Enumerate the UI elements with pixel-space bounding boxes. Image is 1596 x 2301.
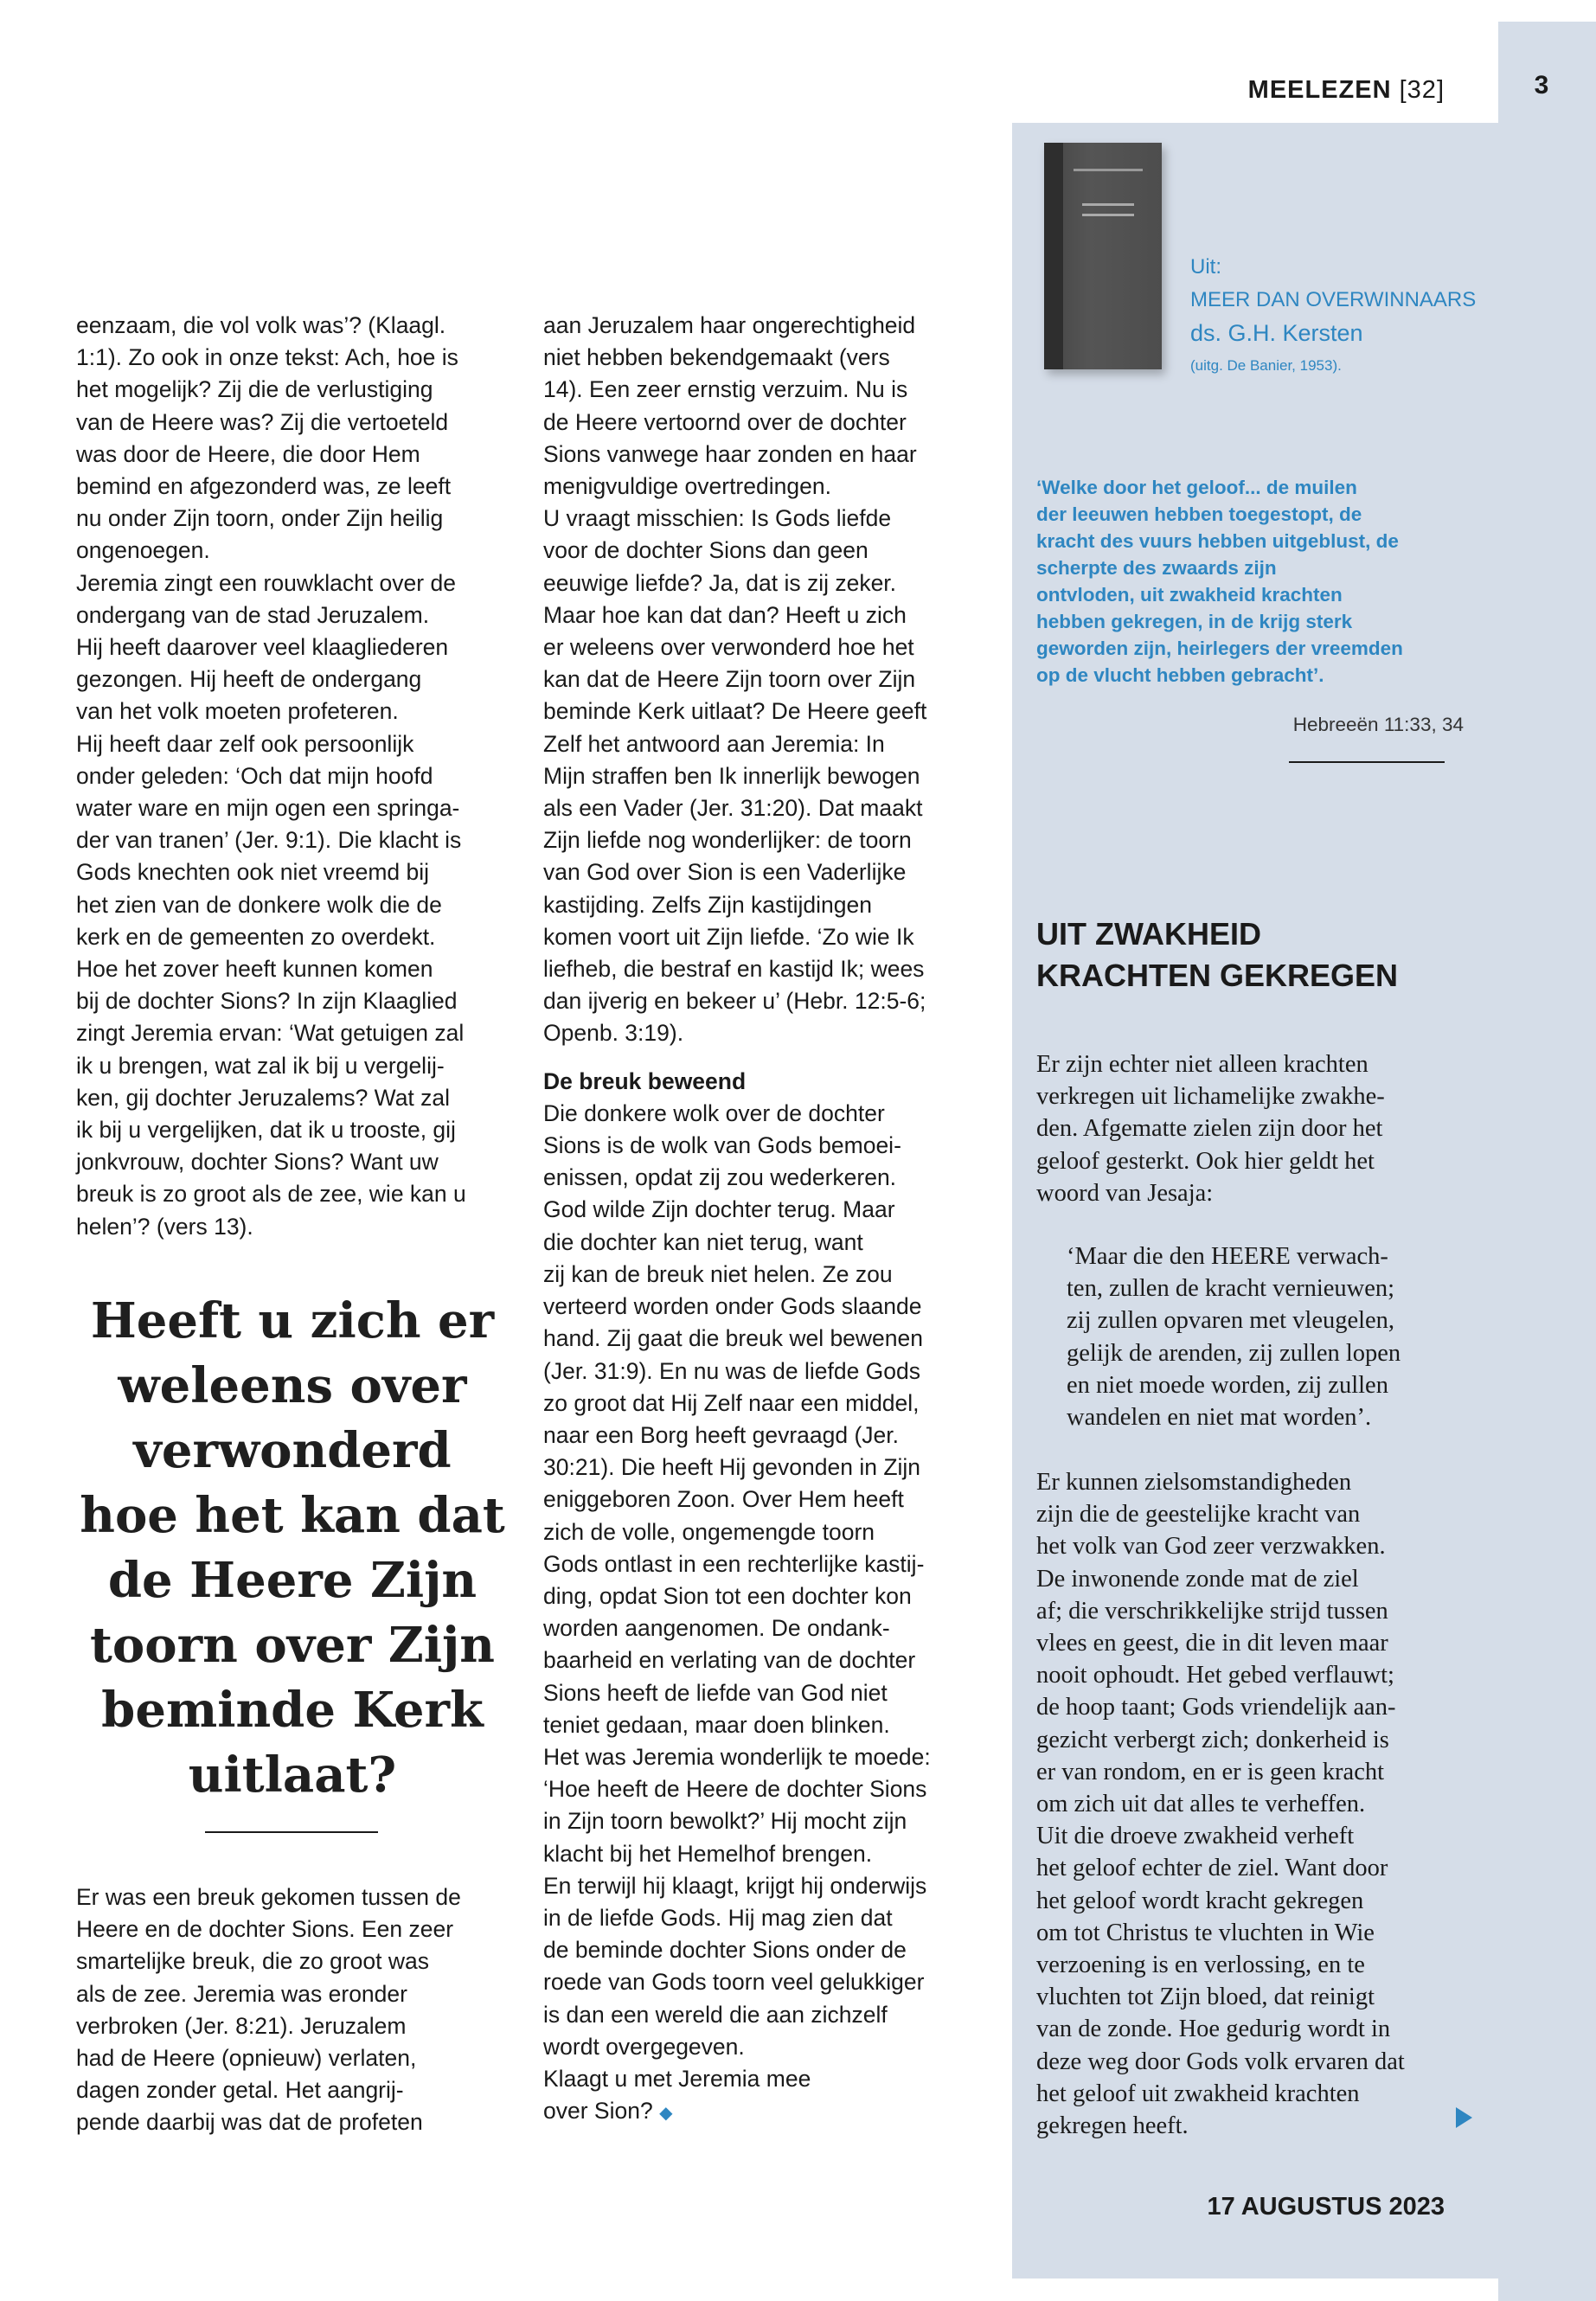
- issue-number: [32]: [1399, 76, 1445, 104]
- page-tab: [1498, 22, 1596, 2301]
- middle-column: [543, 310, 993, 2130]
- footer-date: 17 AUGUSTUS 2023: [1207, 2193, 1445, 2221]
- quote-divider: [1289, 761, 1445, 763]
- bible-quote: ‘Welke door het geloof... de muilen der leeuwen hebben toegestopt, de kracht des vuurs hebben uitgeblust, de scherpte des zwaards zijn ontvloden, uit zwakheid krachten hebben gekregen, in de krijg sterk geworden zijn, heirlegers der vreemden op de vlucht hebben gebracht’.: [1036, 477, 1403, 686]
- play-triangle-icon: [1456, 2107, 1472, 2128]
- sidebar-paragraph-1: Er zijn echter niet alleen krachten verkregen uit lichamelijke zwakhe- den. Afgematte zielen zijn door het geloof gesterkt. Ook hier geldt het woord van Jesaja:: [1036, 1051, 1385, 1207]
- sidebar-heading: UIT ZWAKHEID KRACHTEN GEKREGEN: [1036, 916, 1399, 993]
- diamond-icon: ◆: [659, 2104, 673, 2124]
- section-title: MEELEZEN: [1247, 76, 1392, 104]
- sidebar-paragraph-2: Er kunnen zielsomstandigheden zijn die de geestelijke kracht van het volk van God zeer verzwakken. De inwonende zonde mat de ziel af; die verschrikkelijke strijd tussen vlees en geest, die in dit leven maar nooit ophoudt. Het gebed verflauwt; de hoop taant; Gods vriendelijk aan- gezicht verbergt zich; donkerheid is er van rondom, en er is geen kracht om zich uit dat alles te verheffen. Uit die droeve zwakheid verheft het geloof echter de ziel. Want door het geloof wordt kracht gekregen om tot Christus te vluchten in Wie verzoening is en verlossing, en te vluchten tot Zijn bloed, dat reinigt van de zonde. Hoe gedurig wordt in deze weg door Gods volk ervaren dat het geloof uit zwakheid krachten gekregen heeft.: [1036, 1469, 1405, 2140]
- sidebar-verse: ‘Maar die den HEERE verwach- ten, zullen de kracht vernieuwen; zij zullen opvaren met vleugelen, gelijk de arenden, zij zullen lopen en niet moede worden, zij zullen wandelen en niet mat worden’.: [1067, 1243, 1401, 1432]
- left-column-text: eenzaam, die vol volk was’? (Klaagl. 1:1). Zo ook in onze tekst: Ach, hoe is het mogelijk? Zij die de verlustiging van de Heere was? Zij die vertoeteld was door de Heere, die door Hem bemind en afgezonderd was, ze leeft nu onder Zijn toorn, onder Zijn heilig ongenoegen. Jeremia zingt een rouwklacht over de ondergang van de stad Jeruzalem. Hij heeft daarover veel klaagliederen gezongen. Hij heeft de ondergang van het volk moeten profeteren. Hij heeft daar zelf ook persoonlijk onder geleden: ‘Och dat mijn hoofd water ware en mijn ogen een springa- der van tranen’ (Jer. 9:1). Die klacht is Gods knechten ook niet vreemd bij het zien van de donkere wolk die de kerk en de gemeenten zo overdekt. Hoe het zover heeft kunnen komen bij de dochter Sions? In zijn Klaaglied zingt Jeremia ervan: ‘Wat getuigen zal ik u brengen, wat zal ik bij u vergelij- ken, gij dochter Jeruzalems? Wat zal ik bij u vergelijken, dat ik u trooste, gij jonkvrouw, dochter Sions? Want uw breuk is zo groot als de zee, wie kan u helen’? (vers 13).: [76, 312, 466, 1240]
- source-author: ds. G.H. Kersten: [1190, 320, 1363, 346]
- left-column-bottom-text: Er was een breuk gekomen tussen de Heere en de dochter Sions. Een zeer smartelijke breuk, die zo groot was als de zee. Jeremia was eronder verbroken (Jer. 8:21). Jeruzalem had de Heere (opnieuw) verlaten, dagen zonder getal. Het aangrij- pende daarbij was dat de profeten: [76, 1884, 461, 2136]
- pull-quote-divider: [205, 1831, 378, 1833]
- source-label: Uit:: [1190, 255, 1221, 279]
- source-title: MEER DAN OVERWINNAARS: [1190, 288, 1477, 311]
- book-credit: [1190, 251, 1484, 382]
- source-publisher: (uitg. De Banier, 1953).: [1190, 357, 1342, 374]
- pull-quote: Heeft u zich er weleens over verwonderd hoe het kan dat de Heere Zijn toorn over Zijn beminde Kerk uitlaat?: [80, 1292, 505, 1804]
- subheading: De breuk beweend: [543, 1067, 747, 1094]
- page-number: 3: [1534, 71, 1549, 99]
- left-column-bottom: [76, 1881, 526, 2139]
- middle-column-text-2: Die donkere wolk over de dochter Sions is de wolk van Gods bemoei- enissen, opdat zij zou wederkeren. God wilde Zijn dochter terug. Maar die dochter kan niet terug, want zij kan de breuk niet helen. Ze zou verteerd worden onder Gods slaande hand. Zij gaat die breuk wel bewenen (Jer. 31:9). En nu was de liefde Gods zo groot dat Hij Zelf naar een middel, naar een Borg heeft gevraagd (Jer. 30:21). Die heeft Hij gevonden in Zijn eniggeboren Zoon. Over Hem heeft zich de volle, ongemengde toorn Gods ontlast in een rechterlijke kastij- ding, opdat Sion tot een dochter kon worden aangenomen. De ondank- baarheid en verlating van de dochter Sions heeft de liefde van God niet teniet gedaan, maar doen blinken. Het was Jeremia wonderlijk te moede: ‘Hoe heeft de Heere de dochter Sions in Zijn toorn bewolkt?’ Hij mocht zijn klacht bij het Hemelhof brengen. En terwijl hij klaagt, krijgt hij onderwijs in de liefde Gods. Hij mag zien dat de beminde dochter Sions onder de roede van Gods toorn veel gelukkiger is dan een wereld die aan zichzelf wordt overgegeven. Klaagt u met Jeremia mee over Sion?: [543, 1099, 931, 2125]
- bible-reference: Hebreeën 11:33, 34: [1292, 714, 1464, 735]
- middle-column-text-1: aan Jeruzalem haar ongerechtigheid niet hebben bekendgemaakt (vers 14). Een zeer ernstig verzuim. Nu is de Heere vertoornd over de dochter Sions vanwege haar zonden en haar menigvuldige overtredingen. U vraagt misschien: Is Gods liefde voor de dochter Sions dan geen eeuwige liefde? Ja, dat is zij zeker. Maar hoe kan dat dan? Heeft u zich er weleens over verwonderd hoe het kan dat de Heere Zijn toorn over Zijn beminde Kerk uitlaat? De Heere geeft Zelf het antwoord aan Jeremia: In Mijn straffen ben Ik innerlijk bewogen als een Vader (Jer. 31:20). Dat maakt Zijn liefde nog wonderlijker: de toorn van God over Sion is een Vaderlijke kastijding. Zelfs Zijn kastijdingen komen voort uit Zijn liefde. ‘Zo wie Ik liefheb, die bestraf en kastijd Ik; wees dan ijverig en bekeer u’ (Hebr. 12:5-6; Openb. 3:19).: [543, 312, 927, 1047]
- book-cover-image: [1044, 143, 1162, 369]
- section-header: [1038, 76, 1445, 105]
- left-column-top: [76, 310, 526, 1243]
